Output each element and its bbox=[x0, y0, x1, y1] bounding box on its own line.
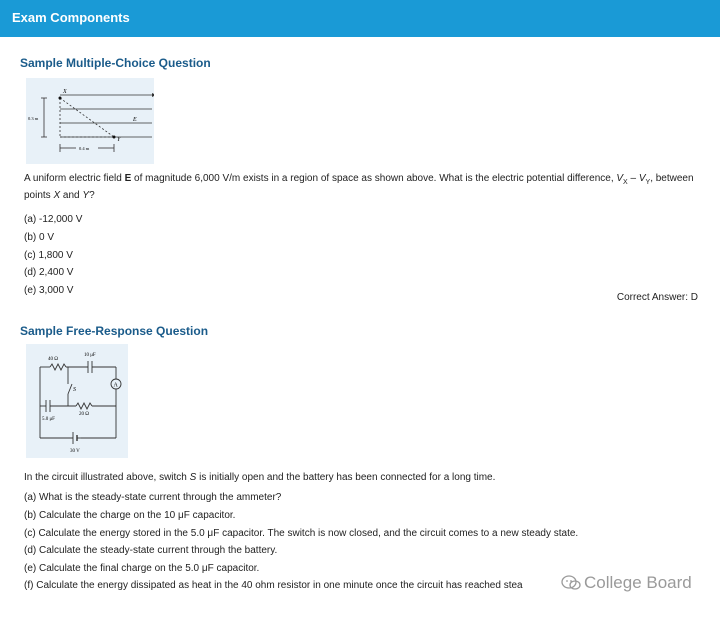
frq-intro-text: In the circuit illustrated above, switch S is initially open and the battery has been connected for a long time. bbox=[24, 472, 496, 483]
choice-d: (d) 2,400 V bbox=[24, 267, 74, 278]
mcq-section-title: Sample Multiple-Choice Question bbox=[20, 56, 211, 70]
fig-label-height: 0.3 m bbox=[28, 116, 39, 121]
frq-part-f: (f) Calculate the energy dissipated as heat in the 40 ohm resistor in one minute once the circuit has reached stea bbox=[24, 580, 523, 591]
choice-e: (e) 3,000 V bbox=[24, 285, 74, 296]
switch-label: S bbox=[73, 387, 76, 393]
header-title: Exam Components bbox=[12, 10, 130, 25]
mcq-question-text: A uniform electric field E of magnitude 6,000 V/m exists in a region of space as shown above. What is the electric potential difference, $V_X - V_Y$, between points X and Y? bbox=[24, 173, 694, 201]
battery-label: 30 V bbox=[70, 449, 80, 454]
fig-label-x: X bbox=[63, 89, 67, 95]
capacitor-5-label: 5.0 μF bbox=[42, 417, 55, 422]
ammeter-label: A bbox=[113, 382, 118, 389]
choice-c: (c) 1,800 V bbox=[24, 250, 73, 261]
resistor-40-label: 40 Ω bbox=[48, 357, 58, 362]
fig-label-width: 0.4 m bbox=[79, 146, 90, 151]
correct-answer: Correct Answer: D bbox=[616, 292, 698, 303]
capacitor-10-label: 10 μF bbox=[84, 353, 96, 358]
college-board-watermark bbox=[560, 573, 692, 593]
fig-label-e: E bbox=[133, 117, 137, 123]
frq-section-title: Sample Free-Response Question bbox=[20, 324, 209, 338]
choice-a: (a) -12,000 V bbox=[24, 214, 83, 225]
circuit-figure bbox=[26, 344, 128, 458]
resistor-20-label: 20 Ω bbox=[79, 412, 89, 417]
page-header bbox=[0, 0, 720, 37]
frq-part-a: (a) What is the steady-state current through the ammeter? bbox=[24, 492, 282, 503]
choice-b: (b) 0 V bbox=[24, 232, 55, 243]
electric-field-figure bbox=[26, 78, 154, 164]
frq-part-d: (d) Calculate the steady-state current through the battery. bbox=[24, 545, 278, 556]
fig-label-y: Y bbox=[117, 137, 121, 143]
chat-bubble-icon bbox=[560, 573, 582, 593]
frq-part-e: (e) Calculate the final charge on the 5.0 μF capacitor. bbox=[24, 563, 260, 574]
frq-part-c: (c) Calculate the energy stored in the 5.0 μF capacitor. The switch is now closed, and the circuit comes to a new steady state. bbox=[24, 528, 579, 539]
watermark-text: College Board bbox=[584, 573, 692, 592]
frq-part-b: (b) Calculate the charge on the 10 μF capacitor. bbox=[24, 510, 236, 521]
